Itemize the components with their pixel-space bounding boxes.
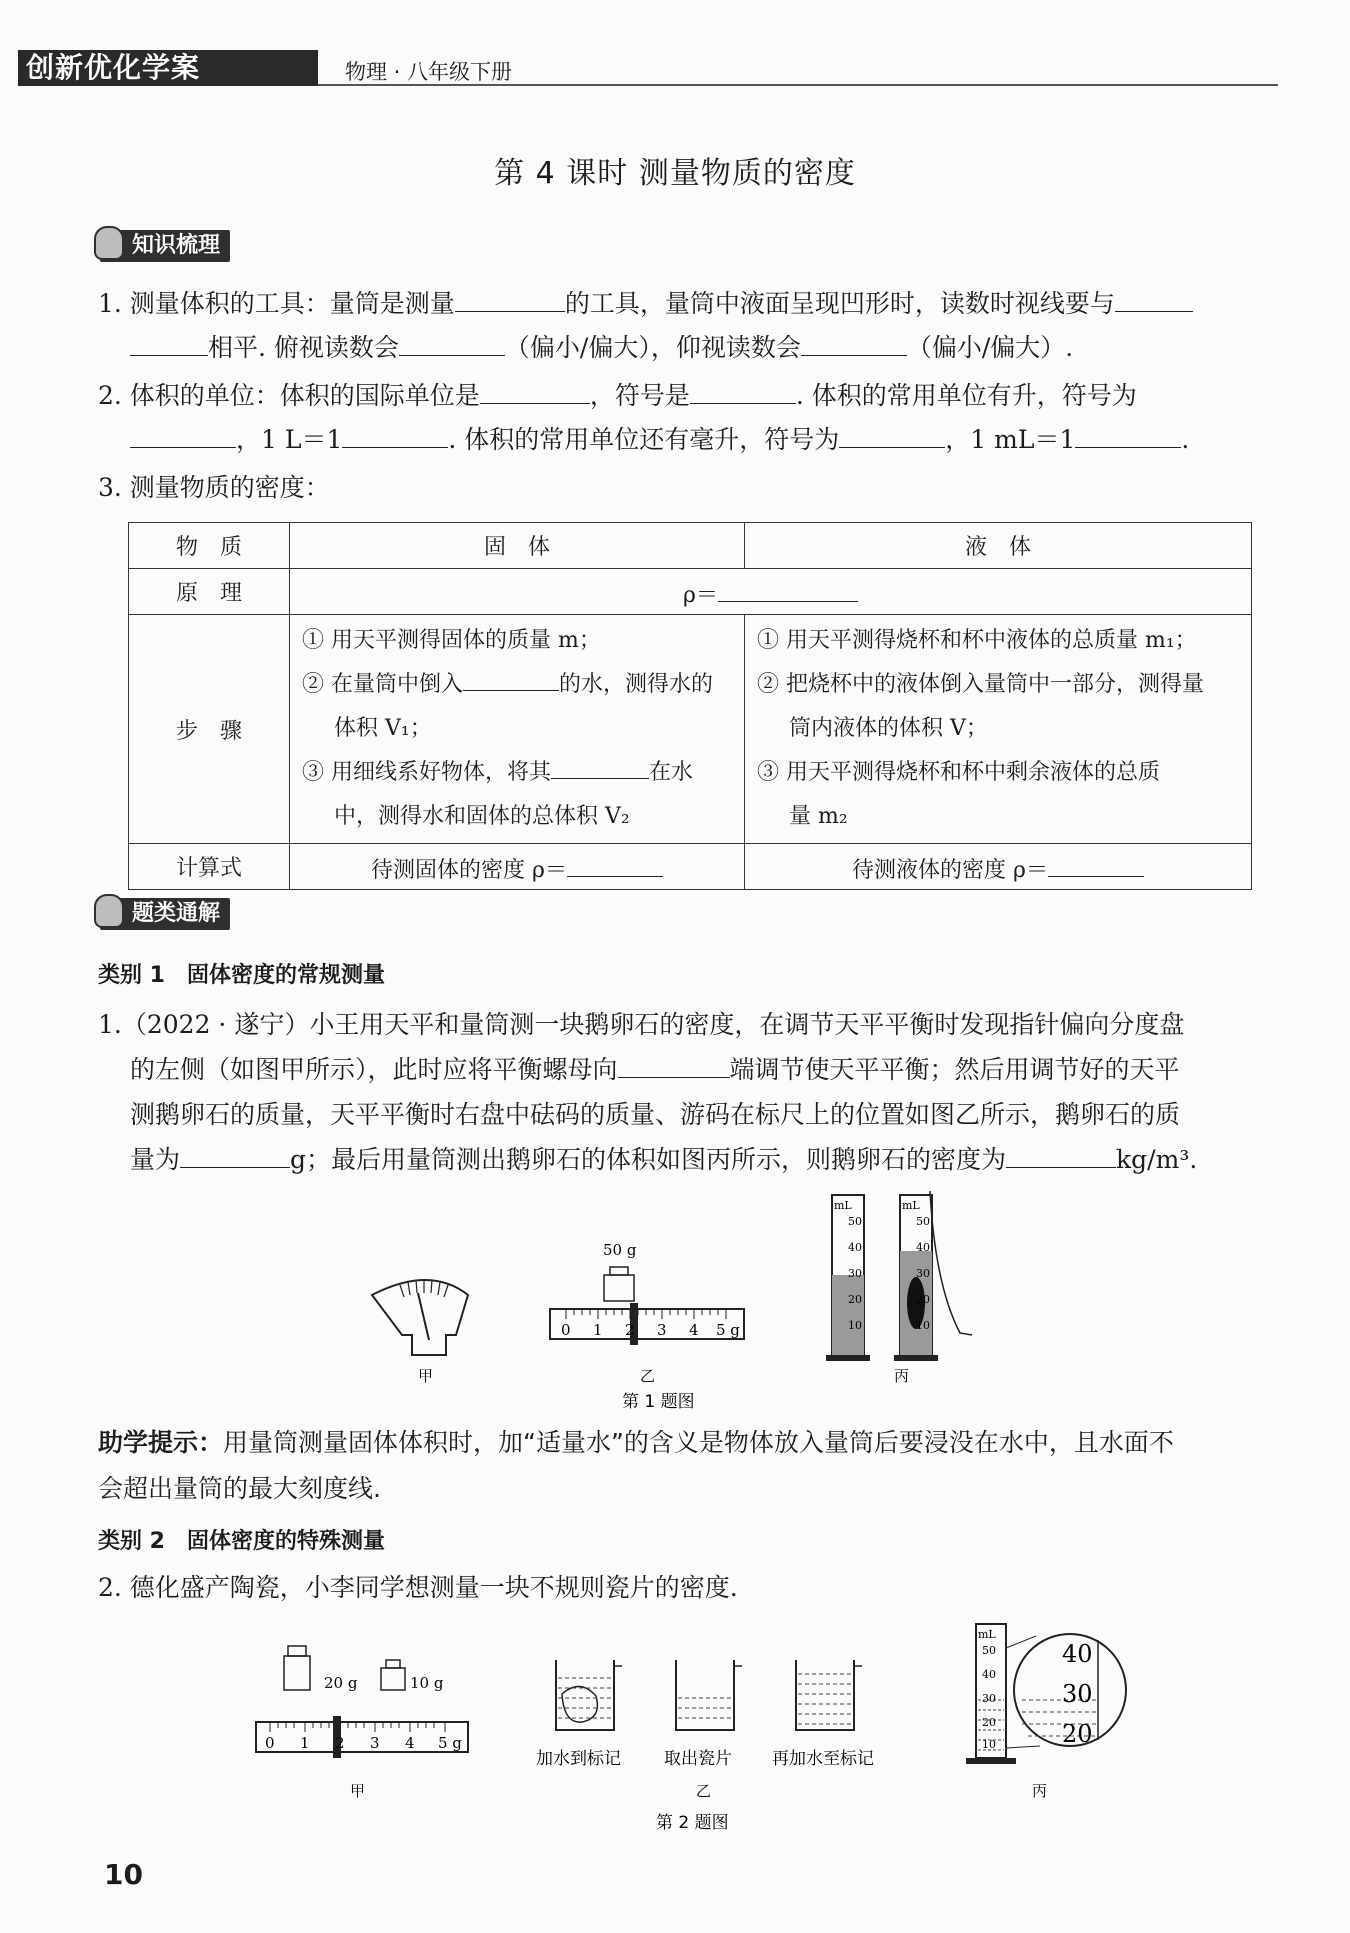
svg-text:3: 3 bbox=[370, 1734, 380, 1752]
weight-label: 50 g bbox=[603, 1241, 637, 1259]
fig1-label-c: 丙 bbox=[894, 1367, 910, 1385]
svg-text:5 g: 5 g bbox=[438, 1734, 462, 1752]
svg-text:5 g: 5 g bbox=[716, 1321, 740, 1339]
svg-text:0: 0 bbox=[265, 1734, 275, 1752]
svg-text:4: 4 bbox=[689, 1321, 699, 1339]
row-label: 原 理 bbox=[129, 569, 290, 615]
svg-text:再加水至标记: 再加水至标记 bbox=[772, 1749, 874, 1769]
beakers bbox=[536, 1660, 874, 1769]
svg-text:30: 30 bbox=[1062, 1680, 1093, 1708]
svg-text:加水到标记: 加水到标记 bbox=[536, 1749, 621, 1769]
svg-text:50: 50 bbox=[848, 1215, 862, 1228]
svg-text:10: 10 bbox=[848, 1319, 862, 1332]
svg-text:mL: mL bbox=[978, 1628, 996, 1641]
svg-text:20: 20 bbox=[848, 1293, 862, 1306]
svg-text:50: 50 bbox=[982, 1644, 996, 1657]
page-number: 10 bbox=[104, 1858, 143, 1891]
fig2-label-a: 甲 bbox=[350, 1782, 366, 1800]
cylinder-with-zoom bbox=[966, 1624, 1126, 1764]
liquid-formula: 待测液体的密度 ρ＝ bbox=[745, 844, 1252, 890]
page-title: 第 4 课时 测量物质的密度 bbox=[494, 156, 856, 191]
fig1-caption: 第 1 题图 bbox=[622, 1392, 695, 1412]
balance-dial-diagram bbox=[372, 1279, 468, 1355]
svg-text:20: 20 bbox=[916, 1293, 930, 1306]
svg-text:10: 10 bbox=[916, 1319, 930, 1332]
svg-text:30: 30 bbox=[982, 1692, 996, 1705]
table-header: 固 体 bbox=[290, 523, 745, 569]
liquid-steps: ① 用天平测得烧杯和杯中液体的总质量 m₁； ② 把烧杯中的液体倒入量筒中一部分，测得量 筒内液体的体积 V； ③ 用天平测得烧杯和杯中剩余液体的总质 量 m₂ bbox=[745, 615, 1252, 844]
svg-text:30: 30 bbox=[848, 1267, 862, 1280]
table-header: 液 体 bbox=[745, 523, 1252, 569]
fig2-label-c: 丙 bbox=[1032, 1782, 1048, 1800]
svg-text:1: 1 bbox=[593, 1321, 603, 1339]
brand-logo: 创新优化学案 bbox=[26, 51, 201, 84]
table-header: 物 质 bbox=[129, 523, 290, 569]
fig1-label-b: 乙 bbox=[640, 1367, 656, 1385]
svg-text:2: 2 bbox=[625, 1321, 635, 1339]
svg-text:10: 10 bbox=[982, 1738, 996, 1751]
knowledge-q3: 3. 测量物质的密度： bbox=[98, 473, 330, 502]
lightbulb-icon bbox=[94, 226, 124, 260]
knowledge-q2: 2. 体积的单位：体积的国际单位是 ，符号是 . 体积的常用单位有升，符号为 ，1 L＝1 . 体积的常用单位还有毫升，符号为 ，1 mL＝1 . bbox=[98, 374, 1258, 462]
solid-formula: 待测固体的密度 ρ＝ bbox=[290, 844, 745, 890]
svg-text:20: 20 bbox=[1062, 1720, 1093, 1748]
lightbulb-icon bbox=[94, 894, 124, 928]
svg-text:40: 40 bbox=[848, 1241, 862, 1254]
svg-text:30: 30 bbox=[916, 1267, 930, 1280]
svg-text:mL: mL bbox=[834, 1199, 852, 1212]
weights-and-scale bbox=[256, 1646, 468, 1758]
section-badge-knowledge bbox=[100, 230, 230, 262]
category-2-title: 类别 2 固体密度的特殊测量 bbox=[98, 1529, 385, 1554]
problem-1: 1.（2022 · 遂宁）小王用天平和量筒测一块鹅卵石的密度，在调节天平平衡时发现指针偏向分度盘 的左侧（如图甲所示），此时应将平衡螺母向 端调节使天平平衡；然后用调节好的天平 测鹅卵石的质量，天平平衡时右盘中砝码的质量、游码在标尺上的位置如图乙所示，鹅卵石的质 量为 g；最后用量筒测出鹅卵石的体积如图丙所示，则鹅卵石的密度为 kg/m³. bbox=[98, 1010, 1198, 1174]
figure-1 bbox=[360, 1185, 1020, 1415]
svg-text:20: 20 bbox=[982, 1716, 996, 1729]
row-label: 步 骤 bbox=[129, 615, 290, 844]
svg-text:1: 1 bbox=[300, 1734, 310, 1752]
svg-text:mL: mL bbox=[902, 1199, 920, 1212]
fig1-label-a: 甲 bbox=[418, 1367, 434, 1385]
category-1-title: 类别 1 固体密度的常规测量 bbox=[98, 963, 385, 988]
svg-text:4: 4 bbox=[405, 1734, 415, 1752]
svg-text:50: 50 bbox=[916, 1215, 930, 1228]
svg-text:40: 40 bbox=[1062, 1640, 1093, 1668]
knowledge-q1: 1. 测量体积的工具：量筒是测量 的工具，量筒中液面呈现凹形时，读数时视线要与 相平. 俯视读数会 （偏小/偏大），仰视读数会 （偏小/偏大）. bbox=[98, 282, 1258, 370]
svg-text:0: 0 bbox=[561, 1321, 571, 1339]
study-hint: 助学提示：用量筒测量固体体积时，加“适量水”的含义是物体放入量筒后要浸没在水中，且水面不 会超出量筒的最大刻度线. bbox=[98, 1428, 1174, 1503]
row-label: 计算式 bbox=[129, 844, 290, 890]
weight-and-rider-scale bbox=[550, 1241, 744, 1345]
fig2-label-b: 乙 bbox=[696, 1782, 712, 1800]
section-title: 知识梳理 bbox=[132, 233, 221, 258]
svg-text:40: 40 bbox=[982, 1668, 996, 1681]
svg-text:取出瓷片: 取出瓷片 bbox=[664, 1749, 732, 1769]
section-badge-types bbox=[100, 898, 230, 930]
svg-text:40: 40 bbox=[916, 1241, 930, 1254]
subject-label: 物理 · 八年级下册 bbox=[345, 60, 513, 84]
density-table bbox=[128, 522, 1252, 890]
svg-text:10 g: 10 g bbox=[410, 1674, 444, 1692]
svg-text:2: 2 bbox=[335, 1734, 345, 1752]
principle-cell: ρ＝ bbox=[290, 569, 1252, 615]
problem-2: 2. 德化盛产陶瓷，小李同学想测量一块不规则瓷片的密度. bbox=[98, 1573, 738, 1602]
svg-text:20 g: 20 g bbox=[324, 1674, 358, 1692]
solid-steps: ① 用天平测得固体的质量 m； ② 在量筒中倒入 的水，测得水的 体积 V₁； ③ 用细线系好物体，将其 在水 中，测得水和固体的总体积 V₂ bbox=[290, 615, 745, 844]
fig2-caption: 第 2 题图 bbox=[656, 1813, 729, 1833]
section-title: 题类通解 bbox=[132, 901, 221, 926]
svg-text:3: 3 bbox=[657, 1321, 667, 1339]
figure-2 bbox=[250, 1618, 1150, 1838]
measuring-cylinders bbox=[826, 1191, 972, 1361]
